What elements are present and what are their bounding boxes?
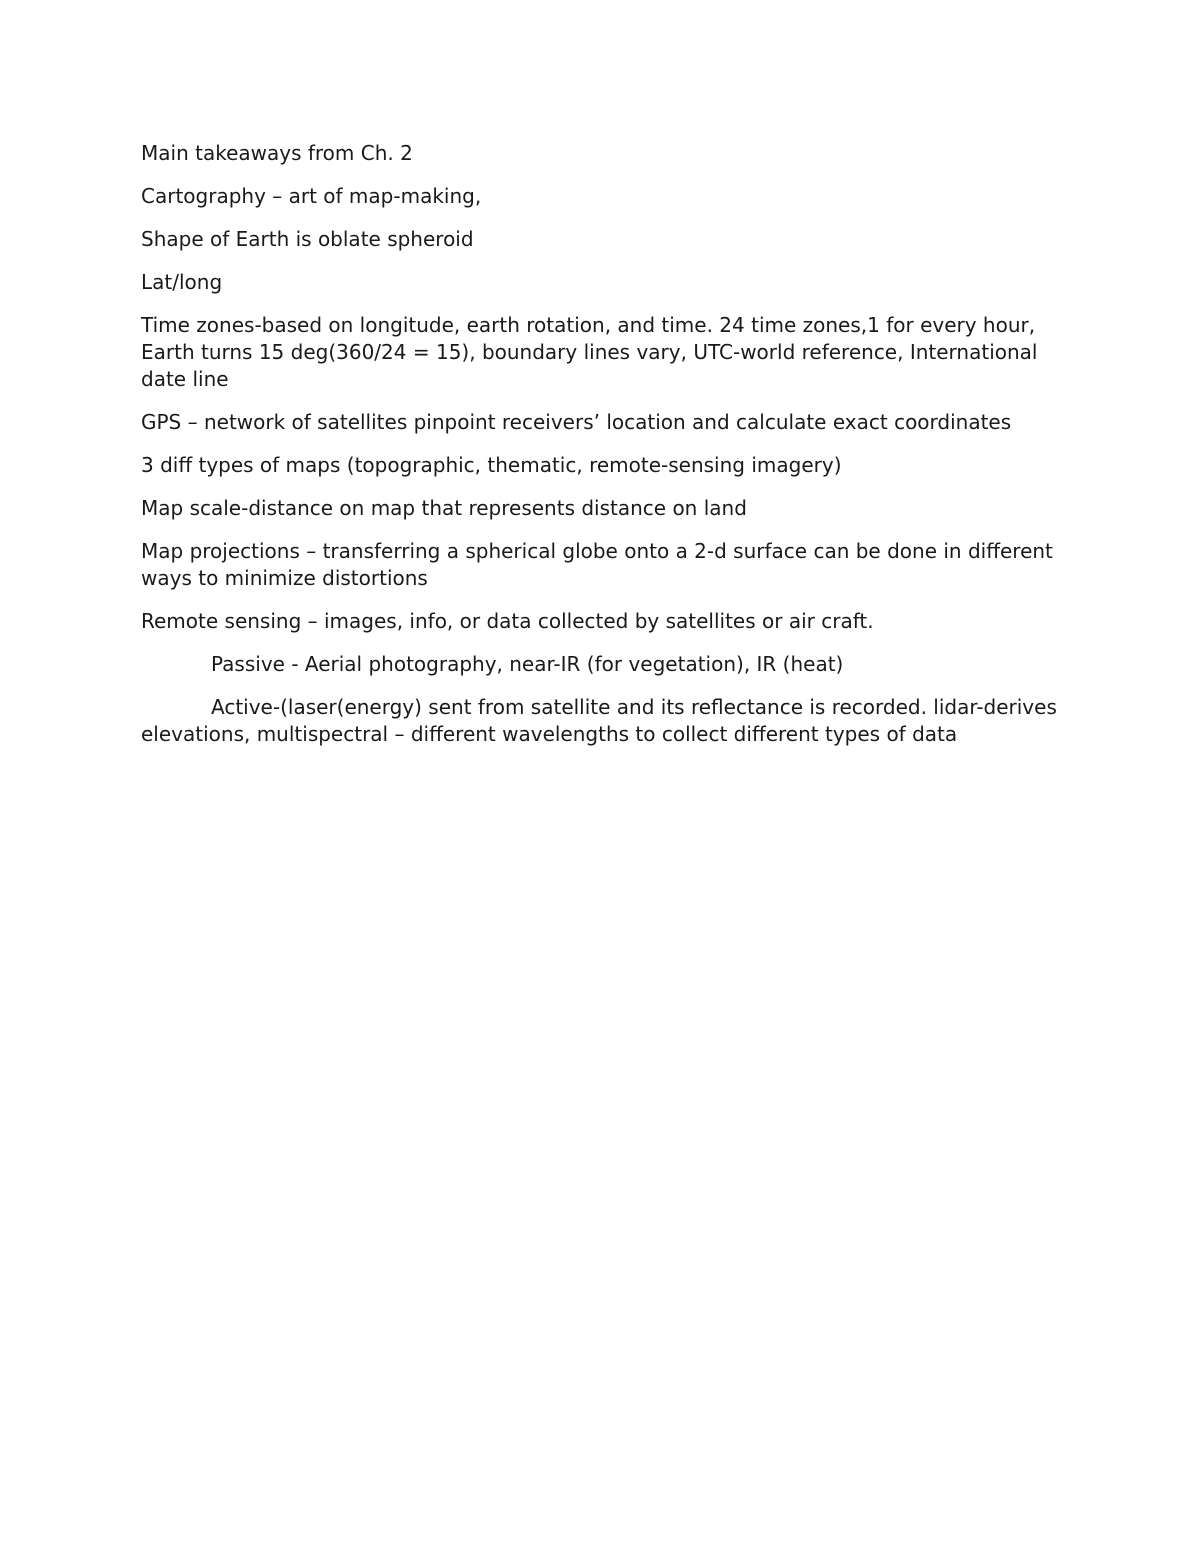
heading-main-takeaways: Main takeaways from Ch. 2 <box>141 141 413 165</box>
note-remote-sensing: Remote sensing – images, info, or data collected by satellites or air craft. <box>141 609 874 633</box>
note-gps: GPS – network of satellites pinpoint receivers’ location and calculate exact coordinates <box>141 410 1012 434</box>
note-time-zones: Time zones-based on longitude, earth rotation, and time. 24 time zones,1 for every hour, Earth turns 15 deg(360/24 = 15), boundary lines vary, UTC-world reference, International date line <box>141 313 1038 391</box>
document-body <box>141 140 1061 764</box>
note-cartography: Cartography – art of map-making, <box>141 184 482 208</box>
note-passive-sensing: Passive - Aerial photography, near-IR (for vegetation), IR (heat) <box>211 652 844 676</box>
note-map-types: 3 diff types of maps (topographic, thematic, remote-sensing imagery) <box>141 453 842 477</box>
note-earth-shape: Shape of Earth is oblate spheroid <box>141 227 474 251</box>
note-map-scale: Map scale-distance on map that represents distance on land <box>141 496 747 520</box>
note-map-projections: Map projections – transferring a spherical globe onto a 2-d surface can be done in different ways to minimize distortions <box>141 539 1053 590</box>
note-active-sensing: Active-(laser(energy) sent from satellite and its reflectance is recorded. lidar-derives elevations, multispectral – different wavelengths to collect different types of data <box>141 695 1057 746</box>
note-lat-long: Lat/long <box>141 270 223 294</box>
